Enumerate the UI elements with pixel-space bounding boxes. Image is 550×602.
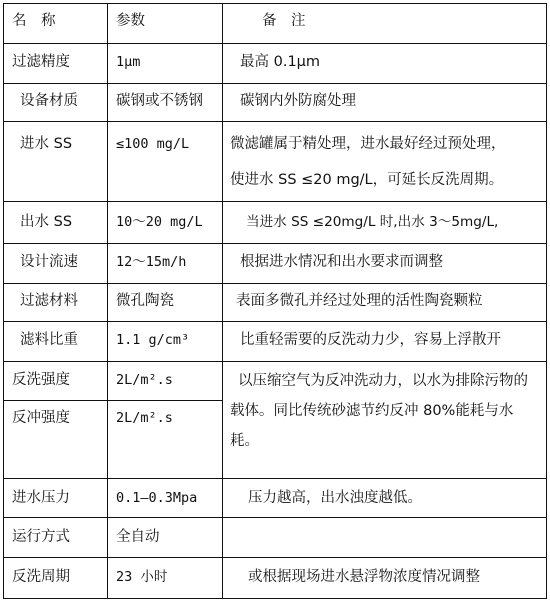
row-note-line: 微滤罐属于精处理，进水最好经过预处理， bbox=[230, 136, 506, 152]
row-divider bbox=[3, 201, 547, 202]
row-divider bbox=[3, 557, 547, 558]
row-param: 1μm bbox=[116, 54, 141, 70]
row-param: 碳钢或不锈钢 bbox=[116, 93, 203, 109]
table-border-right bbox=[546, 3, 547, 599]
column-divider-2 bbox=[222, 3, 223, 599]
row-divider bbox=[3, 283, 547, 284]
row-name: 滤料比重 bbox=[20, 332, 78, 348]
row-param: 12～15m/h bbox=[116, 254, 187, 270]
row-name: 反洗周期 bbox=[12, 569, 70, 585]
row-divider bbox=[3, 243, 547, 244]
header-name: 名 称 bbox=[12, 13, 56, 29]
row-param: 23 小时 bbox=[116, 569, 168, 585]
row-name: 设计流速 bbox=[20, 254, 78, 270]
table-border-left bbox=[3, 3, 4, 599]
row-param: 全自动 bbox=[116, 529, 160, 545]
row-note: 压力越高，出水浊度越低。 bbox=[248, 490, 422, 506]
row-name: 过滤材料 bbox=[20, 293, 78, 309]
row-param: ≤100 mg/L bbox=[116, 136, 190, 152]
row-divider bbox=[3, 517, 547, 518]
row-note: 根据进水情况和出水要求而调整 bbox=[240, 254, 443, 270]
row-note: 表面多微孔并经过处理的活性陶瓷颗粒 bbox=[236, 293, 483, 309]
row-note: 或根据现场进水悬浮物浓度情况调整 bbox=[248, 569, 480, 585]
row-divider bbox=[3, 598, 547, 599]
row-name: 设备材质 bbox=[20, 93, 78, 109]
row-name: 过滤精度 bbox=[12, 54, 70, 70]
row-note-line: 使进水 SS ≤20 mg/L，可延长反洗周期。 bbox=[230, 172, 504, 188]
column-divider-1 bbox=[107, 3, 108, 599]
row-param: 2L/m².s bbox=[116, 410, 173, 426]
row-name: 出水 SS bbox=[20, 214, 73, 230]
header-param: 参数 bbox=[116, 13, 145, 29]
row-name: 进水压力 bbox=[12, 490, 70, 506]
row-param: 0.1—0.3Mpa bbox=[116, 490, 198, 506]
row-name: 反洗强度 bbox=[12, 372, 70, 388]
row-note: 最高 0.1μm bbox=[240, 54, 321, 70]
row-param: 2L/m².s bbox=[116, 372, 173, 388]
row-divider bbox=[3, 121, 547, 122]
merged-note: 以压缩空气为反冲洗动力，以水为排除污物的载体。同比传统砂滤节约反冲 80%能耗与水耗。 bbox=[230, 373, 528, 449]
row-divider bbox=[3, 3, 547, 4]
row-name: 进水 SS bbox=[20, 136, 73, 152]
row-name: 反冲强度 bbox=[12, 410, 70, 426]
row-divider-partial bbox=[3, 400, 223, 401]
header-note: 备 注 bbox=[262, 13, 306, 29]
row-param: 1.1 g/cm³ bbox=[116, 332, 190, 348]
row-param: 10～20 mg/L bbox=[116, 214, 203, 230]
row-divider bbox=[3, 83, 547, 84]
row-divider bbox=[3, 43, 547, 44]
row-note: 比重轻需要的反洗动力少，容易上浮散开 bbox=[240, 332, 501, 348]
row-divider bbox=[3, 361, 547, 362]
row-divider bbox=[3, 478, 547, 479]
row-divider bbox=[3, 321, 547, 322]
row-name: 运行方式 bbox=[12, 529, 70, 545]
row-note: 碳钢内外防腐处理 bbox=[240, 93, 356, 109]
row-note: 当进水 SS ≤20mg/L 时,出水 3～5mg/L, bbox=[246, 214, 499, 230]
row-param: 微孔陶瓷 bbox=[116, 293, 174, 309]
